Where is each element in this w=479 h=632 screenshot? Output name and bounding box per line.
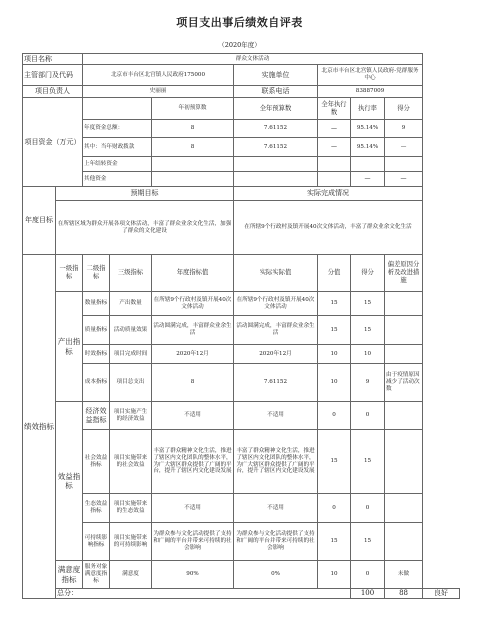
ind-weight: 10 (318, 561, 351, 589)
ind-weight: 0 (318, 402, 351, 430)
funds-cell (234, 157, 318, 172)
output-label: 产出指标 (56, 292, 83, 402)
ind-target: 丰富了群众精神文化生活，推进了辖区内文化团队的整体水平，为广大辖区群众提供了广阔的平台，提升了辖区内文化建设发展 (152, 430, 234, 494)
ind-target: 2020年12月 (152, 345, 234, 364)
total-weight: 100 (351, 589, 385, 599)
funds-row-label: 其他资金 (83, 172, 152, 187)
funds-row-label: 年度资金总额： (83, 120, 152, 138)
ind-weight: 15 (318, 523, 351, 561)
funds-corner (83, 98, 152, 120)
ind-actual: 不适用 (234, 494, 318, 523)
funds-cell (234, 172, 318, 187)
ind-weight: 0 (318, 494, 351, 523)
ind-l2: 质量指标 (83, 316, 110, 345)
funds-header-score: 得分 (385, 98, 423, 120)
ind-header-note: 偏差原因分析及改进措施 (385, 255, 423, 292)
phone-value: 83887009 (318, 86, 423, 98)
funds-cell: 8 (152, 120, 234, 138)
ind-l3: 项目完成时间 (110, 345, 152, 364)
funds-cell (318, 172, 351, 187)
ind-target: 90% (152, 561, 234, 589)
dept-value: 北京市丰台区北宫镇人民政府175000 (83, 65, 234, 86)
funds-header-initial: 年初预算数 (152, 98, 234, 120)
ind-note (385, 292, 423, 316)
ind-score: 0 (351, 561, 385, 589)
ind-l2: 社会效益指标 (83, 430, 110, 494)
funds-cell: 9 (385, 120, 423, 138)
ind-actual: 2020年12月 (234, 345, 318, 364)
ind-note (385, 402, 423, 430)
ind-l3: 项目总支出 (110, 364, 152, 402)
funds-cell: — (318, 138, 351, 157)
project-name: 群众文体活动 (83, 54, 423, 65)
ind-l2: 经济效益指标 (83, 402, 110, 430)
funds-cell (351, 157, 385, 172)
funds-cell: — (385, 172, 423, 187)
ind-header-target: 年度指标值 (152, 255, 234, 292)
ind-l2: 成本指标 (83, 364, 110, 402)
ind-note (385, 345, 423, 364)
funds-header-full: 全年预算数 (234, 98, 318, 120)
ind-header-l3: 三级指标 (110, 255, 152, 292)
ind-header-actual: 实际实际值 (234, 255, 318, 292)
funds-cell: — (385, 138, 423, 157)
funds-row-label: 其中：当年财政拨款 (83, 138, 152, 157)
ind-l3: 项目实施带来的可持续影响 (110, 523, 152, 561)
year-subtitle: （2020年度） (218, 41, 261, 49)
goals-actual: 在所辖9个行政村及镇开展40次文体活动，丰富了群众业余文化生活 (234, 201, 423, 255)
goals-planned-header: 预期目标 (56, 187, 234, 201)
ind-score: 9 (351, 364, 385, 402)
funds-row-label: 上年结转资金 (83, 157, 152, 172)
ind-l2: 时效指标 (83, 345, 110, 364)
ind-l3: 项目实施带来的生态效益 (110, 494, 152, 523)
ind-note: 由于疫情原因减少了活动次数 (385, 364, 423, 402)
ind-score: 15 (351, 292, 385, 316)
goals-planned: 在所辖区域为群众开展各项文体活动，丰富了群众业余文化生活，加强了群众的文化建设 (56, 201, 234, 255)
ind-l3: 项目实施带来的社会效益 (110, 430, 152, 494)
ind-target: 活动圆满完成，丰富群众业余生活 (152, 316, 234, 345)
funds-cell: 95.14% (351, 138, 385, 157)
ind-actual: 活动圆满完成，丰富群众业余生活 (234, 316, 318, 345)
page-title: 项目支出事后绩效自评表 (176, 16, 303, 29)
ind-actual: 不适用 (234, 402, 318, 430)
ind-actual: 为群众参与文化活动提供了支持和广阔的平台并带来可持续的社会影响 (234, 523, 318, 561)
ind-l3: 活动质量效果 (110, 316, 152, 345)
ind-score: 15 (351, 523, 385, 561)
ind-target: 为群众参与文化活动提供了支持和广阔的平台并带来可持续的社会影响 (152, 523, 234, 561)
ind-header-weight: 分值 (318, 255, 351, 292)
indicators-section-label: 绩效指标 (23, 255, 56, 599)
ind-weight: 15 (318, 292, 351, 316)
satisfaction-label: 满意度指标 (56, 561, 83, 589)
ind-note: 未做 (385, 561, 423, 589)
ind-actual: 丰富了群众精神文化生活，推进了辖区内文化团队的整体水平，为广大辖区群众提供了广阔的平台，提升了辖区内文化建设发展 (234, 430, 318, 494)
ind-score: 0 (351, 494, 385, 523)
ind-weight: 10 (318, 364, 351, 402)
leader-value: 史丽丽 (83, 86, 234, 98)
funds-cell: 7.61152 (234, 120, 318, 138)
ind-l2: 服务对象满意度指标 (83, 561, 110, 589)
ind-target: 不适用 (152, 402, 234, 430)
funds-cell: — (351, 172, 385, 187)
ind-note (385, 316, 423, 345)
ind-header-l2: 二级指标 (83, 255, 110, 292)
ind-l2: 生态效益指标 (83, 494, 110, 523)
goals-actual-header: 实际完成情况 (234, 187, 423, 201)
funds-header-rate: 执行率 (351, 98, 385, 120)
funds-cell: 8 (152, 138, 234, 157)
ind-note (385, 430, 423, 494)
funds-header-exec: 全年执行数 (318, 98, 351, 120)
dept-label: 主管部门及代码 (23, 65, 83, 86)
ind-weight: 10 (318, 345, 351, 364)
benefit-label: 效益指标 (56, 402, 83, 561)
total-score: 88 (385, 589, 423, 599)
ind-l2: 数量指标 (83, 292, 110, 316)
total-grade: 良好 (423, 589, 460, 599)
ind-actual: 0% (234, 561, 318, 589)
ind-weight: 15 (318, 430, 351, 494)
unit-label: 实施单位 (234, 65, 318, 86)
ind-l2: 可持续影响指标 (83, 523, 110, 561)
ind-score: 15 (351, 430, 385, 494)
total-label: 总分： (56, 589, 351, 599)
ind-score: 0 (351, 402, 385, 430)
ind-l3: 满意度 (110, 561, 152, 589)
ind-weight: 15 (318, 316, 351, 345)
ind-score: 10 (351, 345, 385, 364)
ind-note (385, 494, 423, 523)
unit-value: 北京市丰台区北宫镇人民政府-党群服务中心 (318, 65, 423, 86)
funds-cell: — (318, 120, 351, 138)
ind-actual: 在所辖9个行政村及镇开展40次文体活动 (234, 292, 318, 316)
ind-actual: 7.61152 (234, 364, 318, 402)
ind-score: 15 (351, 316, 385, 345)
funds-label: 项目资金（万元） (23, 98, 83, 187)
evaluation-table (22, 53, 460, 599)
goals-label: 年度目标 (23, 187, 56, 255)
ind-l3: 产出数量 (110, 292, 152, 316)
funds-cell: 95.14% (351, 120, 385, 138)
ind-note (385, 523, 423, 561)
project-name-label: 项目名称 (23, 54, 83, 65)
funds-cell: 7.61152 (234, 138, 318, 157)
ind-target: 不适用 (152, 494, 234, 523)
funds-cell (318, 157, 351, 172)
phone-label: 联系电话 (234, 86, 318, 98)
ind-l3: 项目实施产生的经济效益 (110, 402, 152, 430)
ind-header-score: 得分 (351, 255, 385, 292)
ind-target: 在所辖9个行政村及镇开展40次文体活动 (152, 292, 234, 316)
funds-cell (152, 157, 234, 172)
ind-header-l1: 一级指标 (56, 255, 83, 292)
leader-label: 项目负责人 (23, 86, 83, 98)
ind-target: 8 (152, 364, 234, 402)
funds-cell (152, 172, 234, 187)
funds-cell (385, 157, 423, 172)
